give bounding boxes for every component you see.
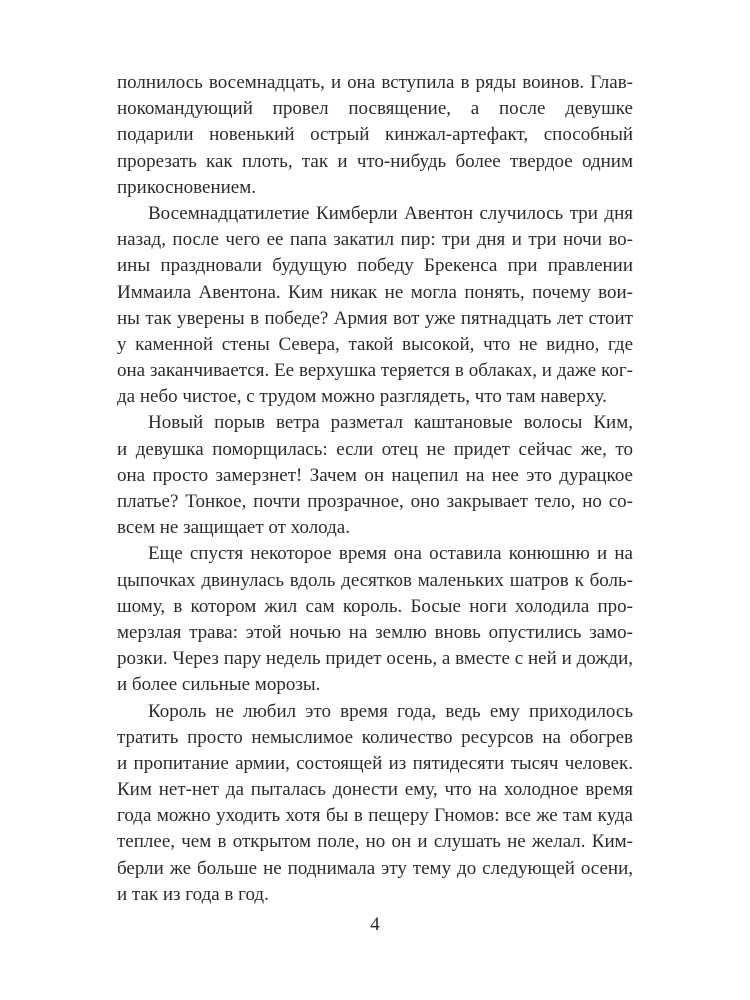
text-line: нокомандующий провел посвящение, а после девушке bbox=[117, 98, 633, 120]
text-line: и девушка поморщилась: если отец не придет сейчас же, то bbox=[117, 438, 633, 460]
text-line: да небо чистое, с трудом можно разглядеть, что там наверху. bbox=[117, 386, 607, 408]
text-line: прорезать как плоть, так и что-нибудь более твердое одним bbox=[117, 150, 633, 172]
text-line: розки. Через пару недель придет осень, а вместе с ней и дожди, bbox=[117, 648, 633, 670]
text-line: берли же больше не поднимала эту тему до следующей осени, bbox=[117, 857, 633, 879]
text-line: мерзлая трава: этой ночью на землю вновь опустились замо- bbox=[117, 621, 633, 643]
text-line: ины праздновали будущую победу Брекенса при правлении bbox=[117, 255, 633, 277]
paragraph bbox=[117, 70, 633, 201]
text-line: она заканчивается. Ее верхушка теряется в облаках, и даже ког- bbox=[117, 360, 633, 382]
text-line: Иммаила Авентона. Ким никак не могла понять, почему вои- bbox=[117, 281, 633, 303]
text-line: и пропитание армии, состоящей из пятидесяти тысяч человек. bbox=[117, 752, 633, 774]
text-line: она просто замерзнет! Зачем он нацепил на нее это дурацкое bbox=[117, 464, 633, 486]
text-line: у каменной стены Севера, такой высокой, что не видно, где bbox=[117, 333, 633, 355]
text-line: ны так уверены в победе? Армия вот уже пятнадцать лет стоит bbox=[117, 307, 633, 329]
text-line: Еще спустя некоторое время она оставила конюшню и на bbox=[148, 543, 633, 565]
text-line: назад, после чего ее папа закатил пир: три дня и три ночи во- bbox=[117, 229, 633, 251]
paragraph bbox=[117, 699, 633, 909]
text-line: цыпочках двинулась вдоль десятков маленьких шатров к боль- bbox=[117, 569, 633, 591]
text-line: прикосновением. bbox=[117, 176, 257, 198]
text-line: Король не любил это время года, ведь ему приходилось bbox=[148, 700, 633, 722]
text-line: платье? Тонкое, почти прозрачное, оно закрывает тело, но со- bbox=[117, 491, 633, 512]
text-line: теплее, чем в открытом поле, но он и слушать не желал. Ким- bbox=[117, 831, 633, 853]
text-line: и так из года в год. bbox=[117, 883, 269, 905]
text-line: Ким нет-нет да пыталась донести ему, что на холодное время bbox=[117, 779, 633, 801]
text-line: шому, в котором жил сам король. Босые ноги холодила про- bbox=[117, 595, 633, 617]
body-text bbox=[117, 70, 633, 908]
paragraph bbox=[117, 410, 633, 541]
text-line: подарили новенький острый кинжал-артефакт, способный bbox=[117, 124, 633, 146]
text-line: Восемнадцатилетие Кимберли Авентон случилось три дня bbox=[148, 202, 633, 224]
paragraph bbox=[117, 541, 633, 698]
text-line: всем не защищает от холода. bbox=[117, 517, 350, 539]
text-line: тратить просто немыслимое количество ресурсов на обогрев bbox=[117, 726, 633, 748]
page-number: 4 bbox=[370, 914, 380, 935]
paragraph bbox=[117, 201, 633, 411]
text-line: и более сильные морозы. bbox=[117, 674, 321, 696]
text-line: года можно уходить хотя бы в пещеру Гномов: все же там куда bbox=[117, 805, 633, 827]
text-line: полнилось восемнадцать, и она вступила в ряды воинов. Глав- bbox=[117, 72, 633, 93]
text-line: Новый порыв ветра разметал каштановые волосы Ким, bbox=[148, 412, 633, 434]
